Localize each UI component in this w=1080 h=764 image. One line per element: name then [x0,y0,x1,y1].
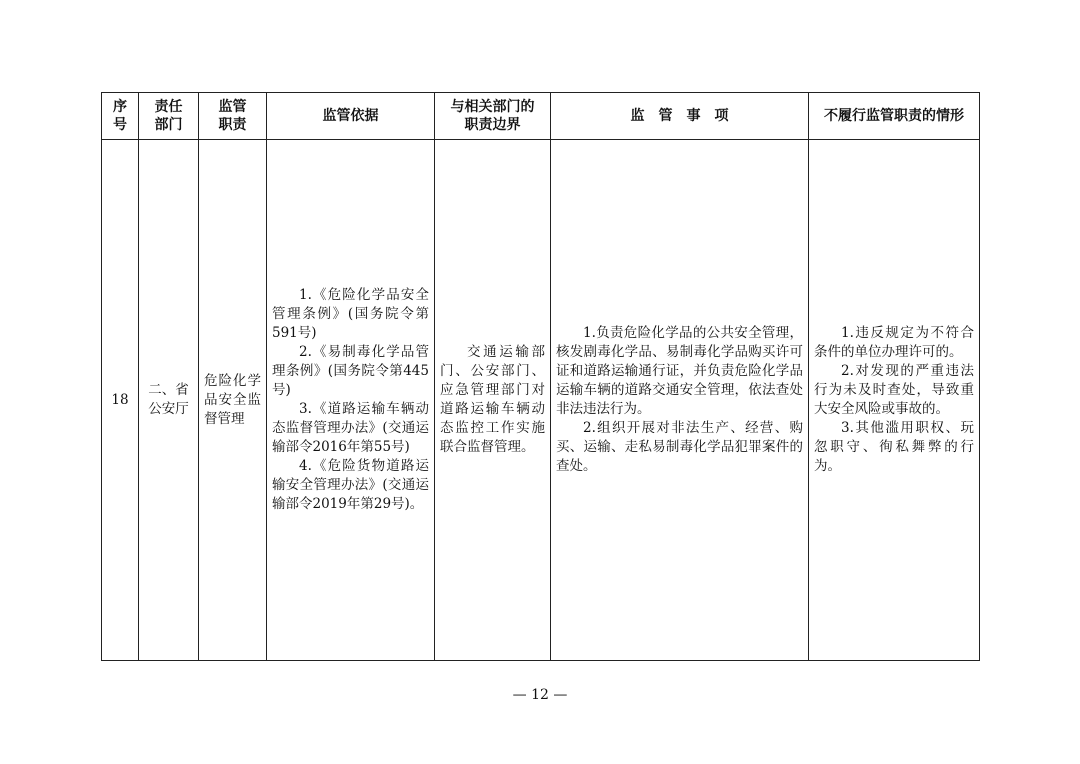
matters-item: 2.组织开展对非法生产、经营、购买、运输、走私易制毒化学品犯罪案件的查处。 [556,420,803,474]
basis-item: 1.《危险化学品安全管理条例》(国务院令第591号) [272,287,429,341]
cell-basis [267,140,435,661]
header-matters: 监 管 事 项 [551,93,809,140]
duty-table [101,92,980,661]
matters-item: 1.负责危险化学品的公共安全管理，核发剧毒化学品、易制毒化学品购买许可证和道路运输通行证，并负责危险化学品运输车辆的道路交通安全管理，依法查处非法违法行为。 [556,325,803,417]
header-dept: 责任 部门 [139,93,199,140]
failures-item: 1.违反规定为不符合条件的单位办理许可的。 [814,325,974,360]
page-number: — 12 — [512,687,568,703]
cell-failures [809,140,980,661]
header-basis: 监管依据 [267,93,435,140]
header-boundary: 与相关部门的 职责边界 [435,93,551,140]
header-failures: 不履行监管职责的情形 [809,93,980,140]
cell-dept: 二、省 公安厅 [139,140,199,661]
basis-item: 2.《易制毒化学品管理条例》(国务院令第445号) [272,344,429,398]
cell-boundary: 交通运输部门、公安部门、应急管理部门对道路运输车辆动态监控工作实施联合监督管理。 [435,140,551,661]
failures-item: 3.其他滥用职权、玩忽职守、徇私舞弊的行为。 [814,420,974,474]
cell-seq: 18 [102,140,139,661]
cell-duty: 危险化学品安全监督管理 [199,140,267,661]
failures-item: 2.对发现的严重违法行为未及时查处，导致重大安全风险或事故的。 [814,363,974,417]
table-header-row [102,93,980,140]
basis-item: 3.《道路运输车辆动态监督管理办法》(交通运输部令2016年第55号) [272,401,429,455]
header-duty: 监管 职责 [199,93,267,140]
header-seq: 序 号 [102,93,139,140]
table-row [102,140,980,661]
cell-matters [551,140,809,661]
basis-item: 4.《危险货物道路运输安全管理办法》(交通运输部令2019年第29号)。 [272,458,429,512]
